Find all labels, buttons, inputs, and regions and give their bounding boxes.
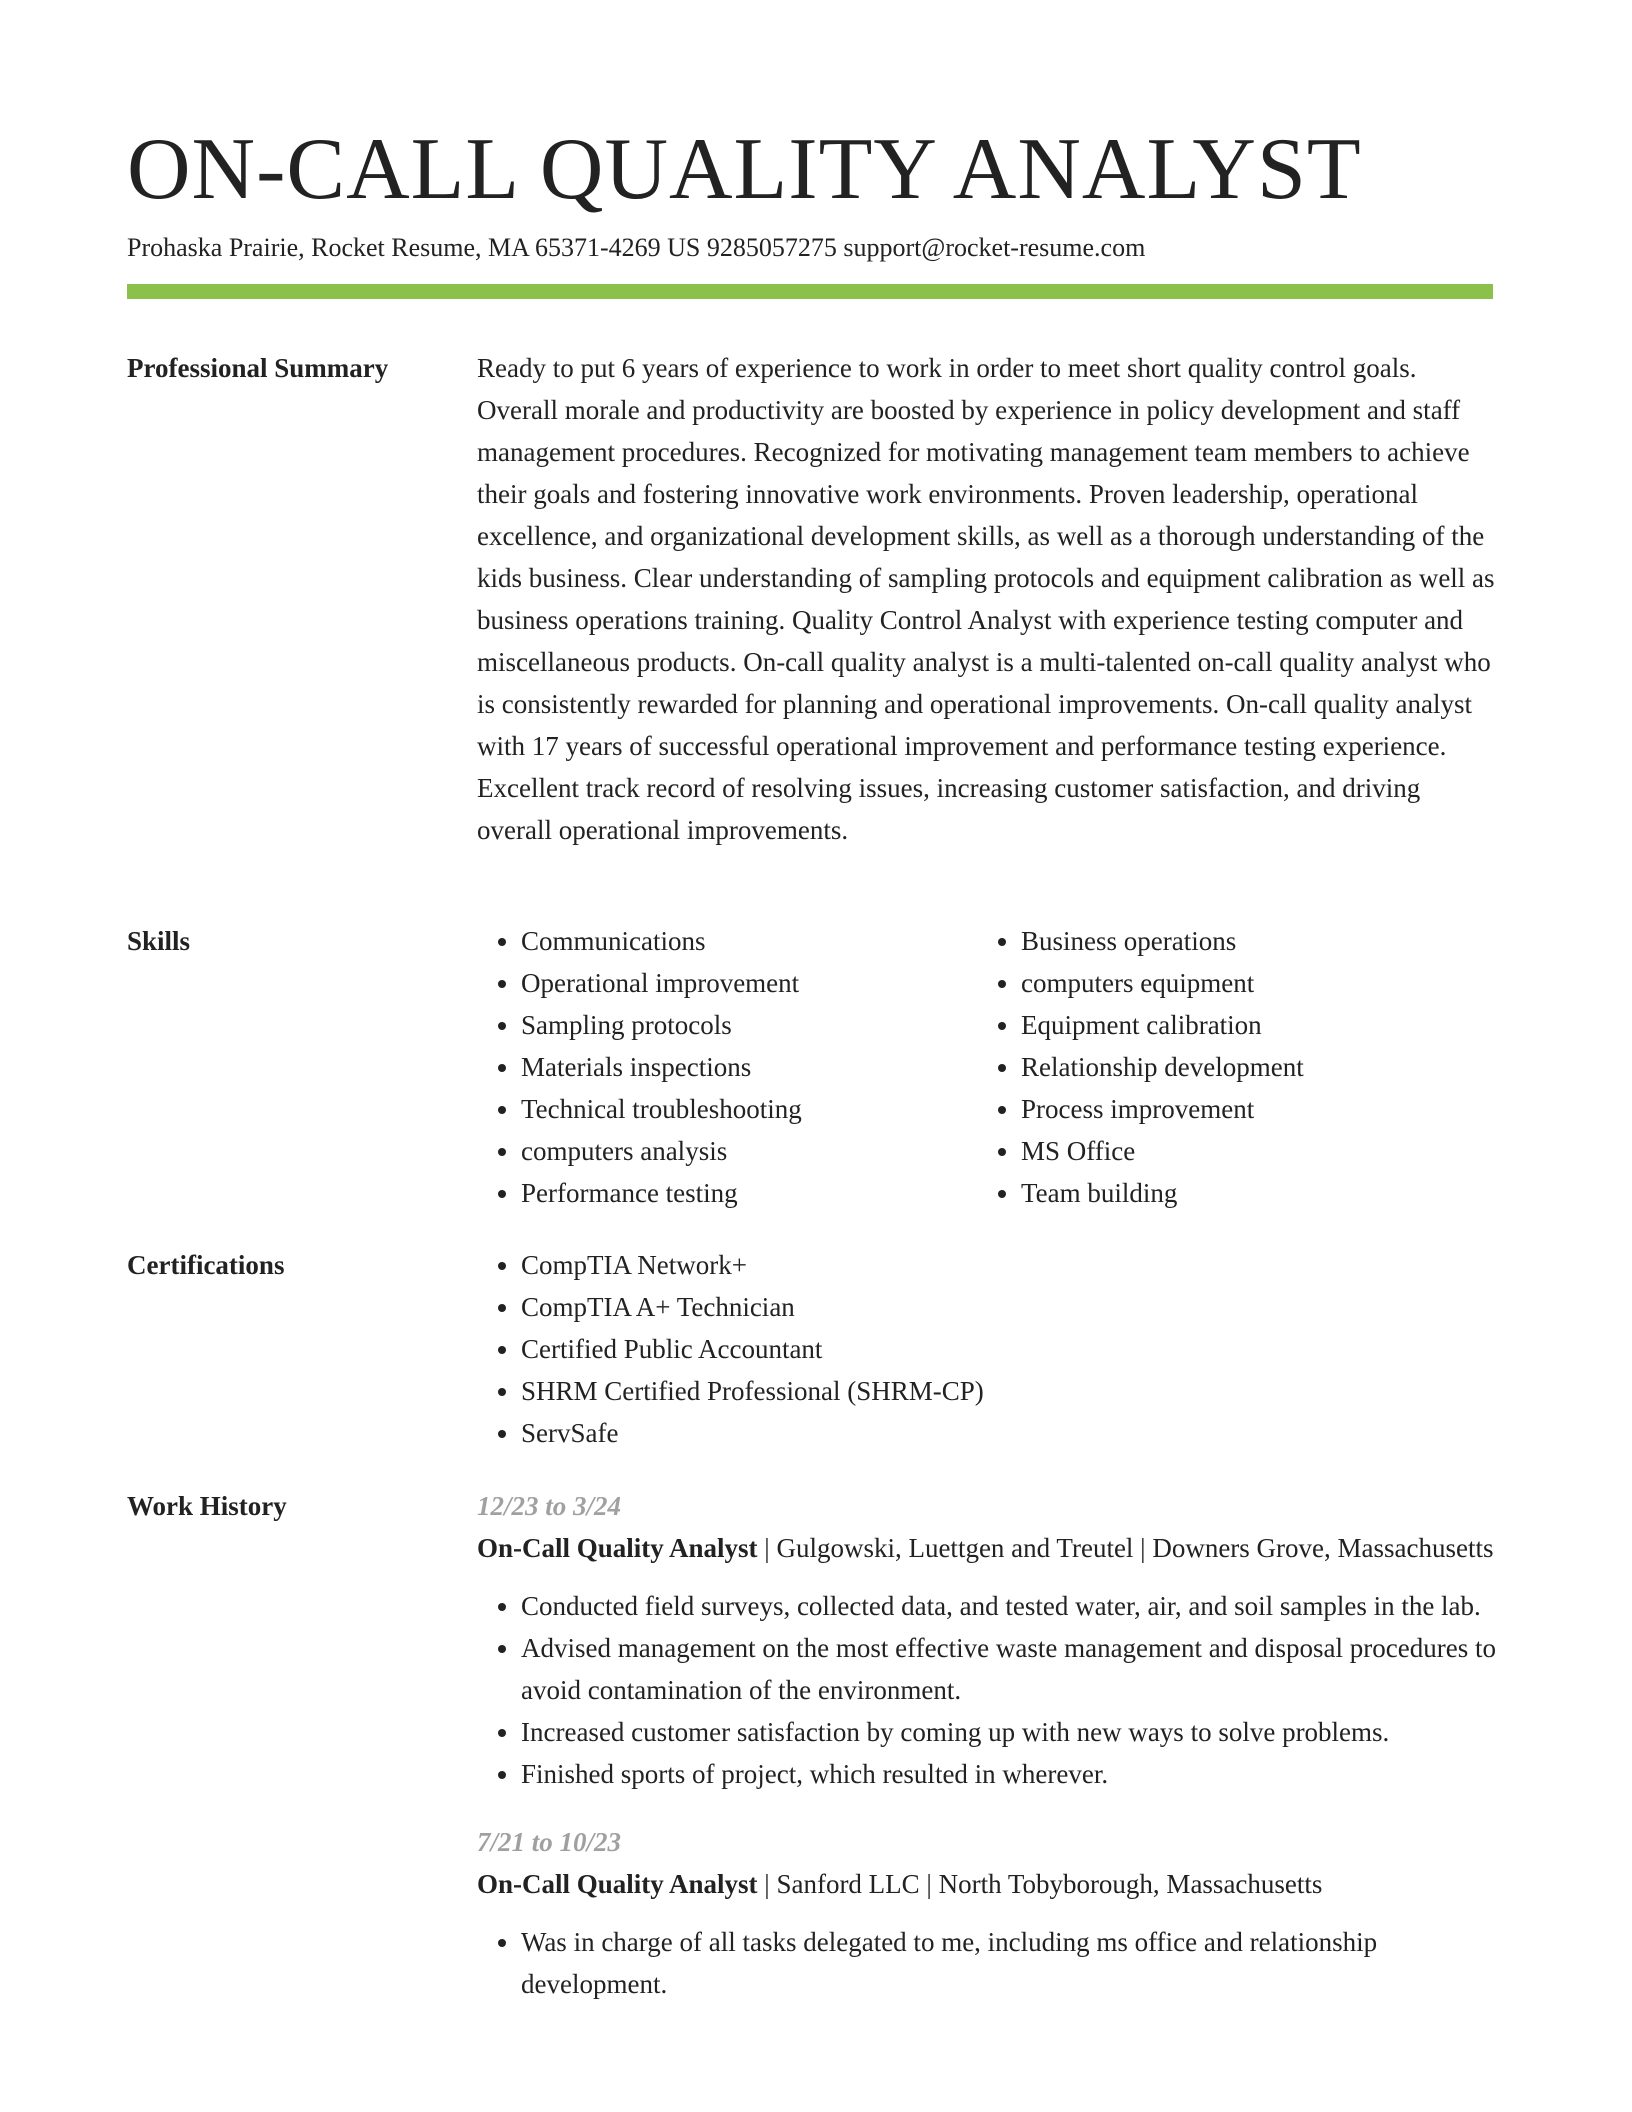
job-details: | Gulgowski, Luettgen and Treutel | Downers Grove, Massachusetts: [757, 1533, 1494, 1563]
skill-item: • Equipment calibration: [1021, 1004, 1477, 1046]
job-title: On-Call Quality Analyst: [477, 1869, 758, 1899]
skills-column-right: [977, 920, 1477, 1214]
work-history-body: [477, 1485, 1497, 2005]
skill-item: • Communications: [521, 920, 977, 962]
job-details: | Sanford LLC | North Tobyborough, Massachusetts: [757, 1869, 1323, 1899]
skill-item: • Performance testing: [521, 1172, 977, 1214]
skills-column-left: [477, 920, 977, 1214]
contact-info: Prohaska Prairie, Rocket Resume, MA 65371-4269 US 9285057275 support@rocket-resume.com: [127, 233, 1146, 262]
skill-item: • Technical troubleshooting: [521, 1088, 977, 1130]
certifications-list: [477, 1244, 1497, 1454]
skill-item: • Team building: [1021, 1172, 1477, 1214]
certification-item: • CompTIA A+ Technician: [521, 1286, 1497, 1328]
job-heading: [477, 1863, 1497, 1905]
certification-item: • Certified Public Accountant: [521, 1328, 1497, 1370]
certification-item: • ServSafe: [521, 1412, 1497, 1454]
skills-list-left: [477, 920, 977, 1214]
job-bullet: • Conducted field surveys, collected data, and tested water, air, and soil samples in the lab.: [521, 1585, 1497, 1627]
job-bullet: • Increased customer satisfaction by coming up with new ways to solve problems.: [521, 1711, 1497, 1753]
certifications-body: [477, 1244, 1497, 1454]
job-bullets: [477, 1585, 1497, 1795]
job-entry: [477, 1821, 1497, 2005]
skill-item: • Process improvement: [1021, 1088, 1477, 1130]
certification-item: • CompTIA Network+: [521, 1244, 1497, 1286]
summary-title: Professional Summary: [127, 353, 389, 383]
skill-item: • computers equipment: [1021, 962, 1477, 1004]
skill-item: • MS Office: [1021, 1130, 1477, 1172]
certifications-title: Certifications: [127, 1250, 285, 1280]
job-dates: 12/23 to 3/24: [477, 1491, 622, 1521]
job-entry: [477, 1485, 1497, 1795]
resume-name: ON-CALL QUALITY ANALYST: [127, 121, 1362, 218]
skill-item: • Operational improvement: [521, 962, 977, 1004]
certification-item: • SHRM Certified Professional (SHRM-CP): [521, 1370, 1497, 1412]
job-bullet: • Advised management on the most effective waste management and disposal procedures to avoid contamination of the environment.: [521, 1627, 1497, 1711]
job-title: On-Call Quality Analyst: [477, 1533, 758, 1563]
job-dates: 7/21 to 10/23: [477, 1827, 622, 1857]
skill-item: • Business operations: [1021, 920, 1477, 962]
job-bullets: [477, 1921, 1497, 2005]
skills-title: Skills: [127, 926, 191, 956]
summary-body: [477, 347, 1497, 851]
skills-list-right: [977, 920, 1477, 1214]
skill-item: • computers analysis: [521, 1130, 977, 1172]
work-history-title: Work History: [127, 1491, 287, 1521]
skills-body: [477, 920, 1497, 1214]
job-heading: [477, 1527, 1497, 1569]
skill-item: • Sampling protocols: [521, 1004, 977, 1046]
skill-item: • Relationship development: [1021, 1046, 1477, 1088]
skill-item: • Materials inspections: [521, 1046, 977, 1088]
accent-divider: [127, 284, 1493, 299]
job-bullet: • Was in charge of all tasks delegated to me, including ms office and relationship development.: [521, 1921, 1497, 2005]
job-bullet: • Finished sports of project, which resulted in wherever.: [521, 1753, 1497, 1795]
summary-text: Ready to put 6 years of experience to work in order to meet short quality control goals. Overall morale and productivity are boosted by experience in policy development and staff management procedures. Recognized for motivating management team members to achieve their goals and fostering innovative work environments. Proven leadership, operational excellence, and organizational development skills, as well as a thorough understanding of the kids business. Clear understanding of sampling protocols and equipment calibration as well as business operations training. Quality Control Analyst with experience testing computer and miscellaneous products. On-call quality analyst is a multi-talented on-call quality analyst who is consistently rewarded for planning and operational improvements. On-call quality analyst with 17 years of successful operational improvement and performance testing experience. Excellent track record of resolving issues, increasing customer satisfaction, and driving overall operational improvements.: [477, 353, 1495, 845]
